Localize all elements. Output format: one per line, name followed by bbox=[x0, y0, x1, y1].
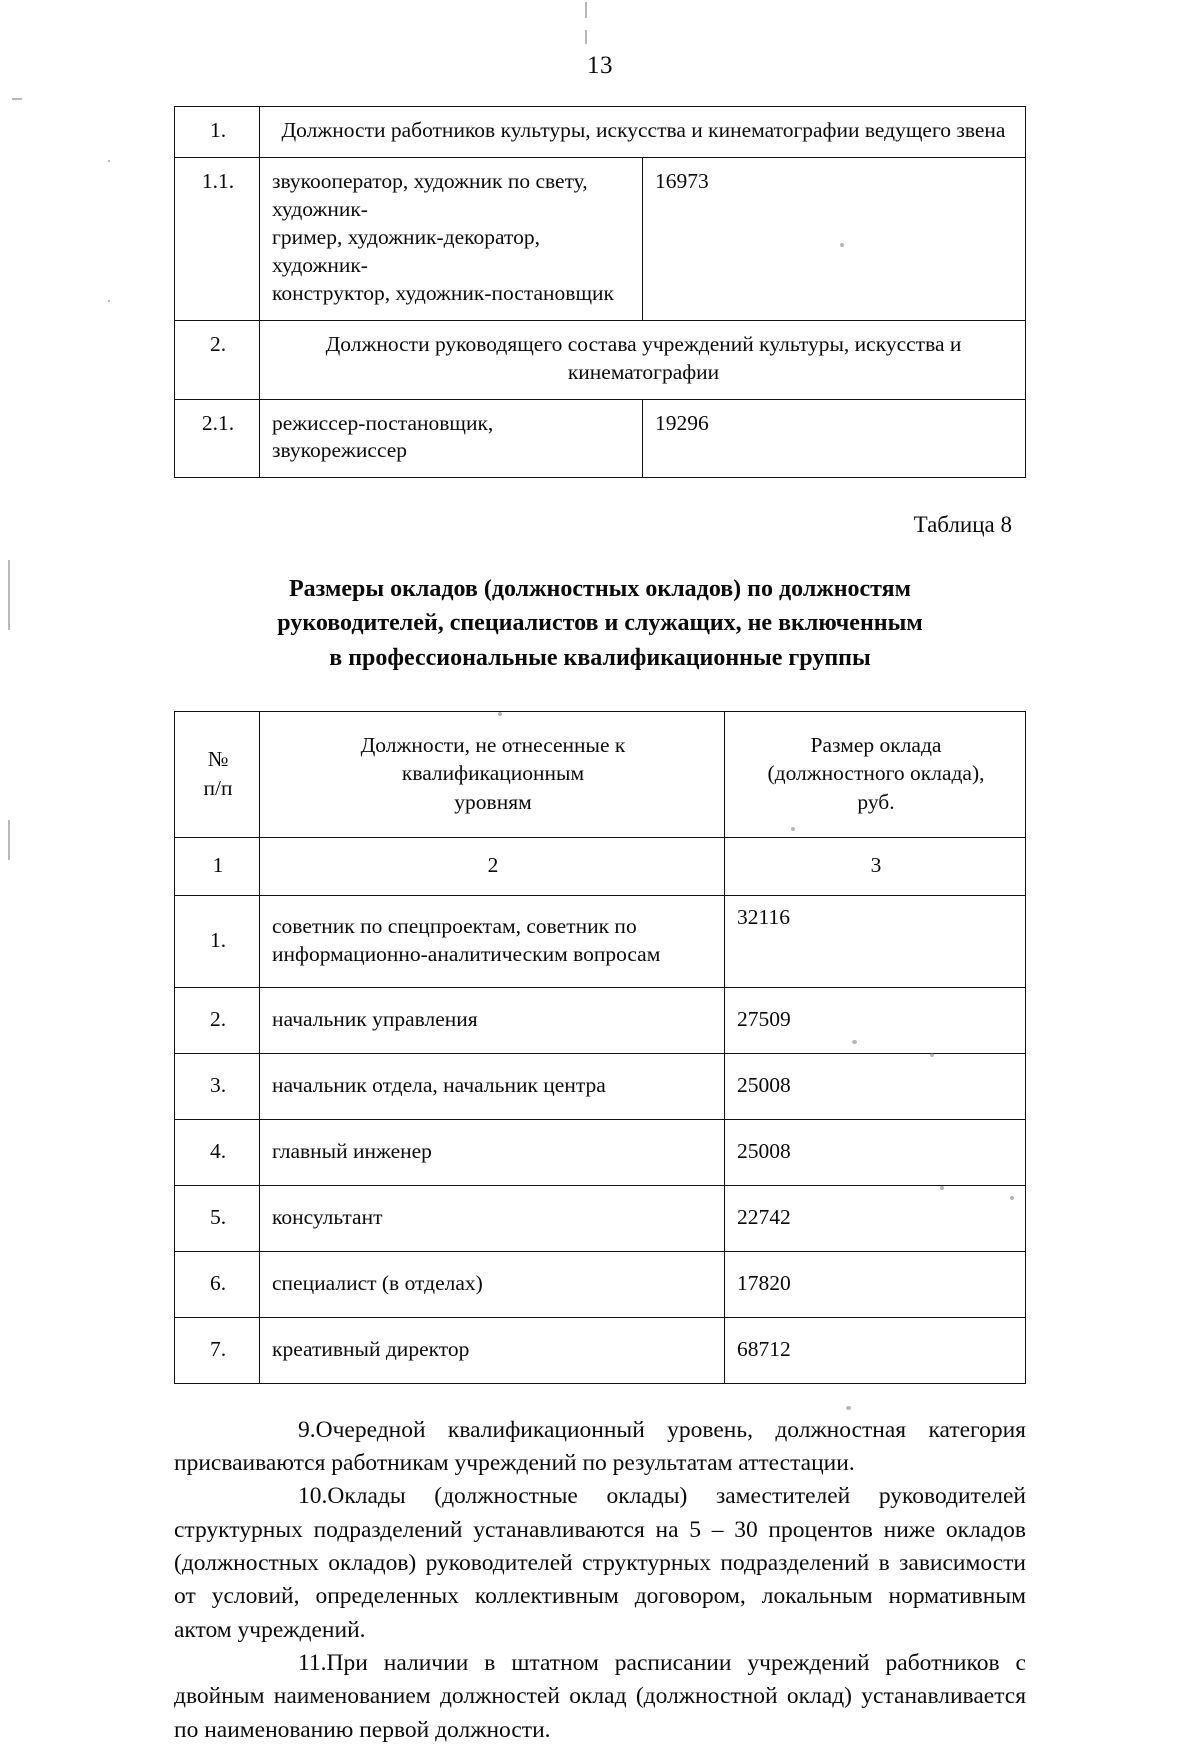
salary-cell: 68712 bbox=[725, 1317, 1026, 1383]
salary-cell: 17820 bbox=[725, 1251, 1026, 1317]
paragraph-11 bbox=[174, 1647, 1026, 1747]
salary-cell: 27509 bbox=[725, 987, 1026, 1053]
salary-cell: 32116 bbox=[725, 895, 1026, 987]
paragraph-9 bbox=[174, 1414, 1026, 1481]
table-row bbox=[175, 320, 1026, 399]
row-number-cell: 7. bbox=[175, 1317, 260, 1383]
header-position-line-1: Должности, не отнесенные к квалификационным bbox=[360, 733, 626, 786]
header-position-cell bbox=[260, 711, 725, 837]
group-heading-cell: Должности работников культуры, искусства и кинематографии ведущего звена bbox=[260, 107, 1026, 158]
scan-artifact bbox=[852, 1040, 857, 1044]
column-number-1: 1 bbox=[175, 837, 260, 895]
table-row bbox=[175, 895, 1026, 987]
table-row bbox=[175, 1317, 1026, 1383]
header-salary-line-2: (должностного оклада), bbox=[767, 761, 985, 786]
scan-artifact bbox=[8, 820, 10, 860]
paragraph-10 bbox=[174, 1480, 1026, 1647]
position-cell: главный инженер bbox=[260, 1119, 725, 1185]
table-header-row bbox=[175, 711, 1026, 837]
paragraph-text: Очередной квалификационный уровень, должностная категория присваиваются работникам учреждений по результатам аттестации. bbox=[174, 1416, 1026, 1476]
table-row bbox=[175, 1185, 1026, 1251]
row-number-cell: 2. bbox=[175, 320, 260, 399]
positions-salary-table-continued bbox=[174, 106, 1026, 478]
paragraph-number: 9. bbox=[298, 1416, 316, 1443]
salary-cell: 25008 bbox=[725, 1053, 1026, 1119]
position-cell bbox=[260, 895, 725, 987]
table-row bbox=[175, 1251, 1026, 1317]
salary-cell: 19296 bbox=[643, 399, 1026, 478]
position-line-2: информационно-аналитическим вопросам bbox=[272, 941, 661, 966]
header-salary-line-3: руб. bbox=[857, 789, 895, 814]
title-line-1: Размеры окладов (должностных окладов) по должностям bbox=[289, 576, 911, 603]
row-number-cell: 1. bbox=[175, 895, 260, 987]
salary-cell: 16973 bbox=[643, 157, 1026, 320]
scan-artifact bbox=[940, 1186, 944, 1190]
position-line-2: гример, художник-декоратор, художник- bbox=[272, 224, 540, 277]
header-number-cell bbox=[175, 711, 260, 837]
header-number-line-2: п/п bbox=[203, 775, 233, 800]
row-number-cell: 3. bbox=[175, 1053, 260, 1119]
scan-artifact bbox=[840, 243, 844, 247]
position-cell: начальник управления bbox=[260, 987, 725, 1053]
scan-artifact bbox=[585, 30, 587, 44]
column-number-3: 3 bbox=[725, 837, 1026, 895]
header-salary-cell bbox=[725, 711, 1026, 837]
table-row bbox=[175, 1119, 1026, 1185]
scan-artifact bbox=[108, 300, 110, 302]
scan-artifact bbox=[791, 827, 795, 831]
position-cell: начальник отдела, начальник центра bbox=[260, 1053, 725, 1119]
position-cell bbox=[260, 157, 643, 320]
title-line-2: руководителей, специалистов и служащих, не включенным bbox=[277, 610, 923, 637]
row-number-cell: 4. bbox=[175, 1119, 260, 1185]
table-row bbox=[175, 987, 1026, 1053]
group-heading-cell: Должности руководящего состава учреждений культуры, искусства и кинематографии bbox=[260, 320, 1026, 399]
position-line-1: советник по спецпроектам, советник по bbox=[272, 913, 637, 938]
page-number: 13 bbox=[587, 52, 613, 79]
position-cell: режиссер-постановщик, звукорежиссер bbox=[260, 399, 643, 478]
title-line-3: в профессиональные квалификационные группы bbox=[329, 644, 871, 671]
scan-artifact bbox=[108, 160, 110, 162]
position-line-1: звукооператор, художник по свету, художник- bbox=[272, 168, 588, 221]
scan-artifact bbox=[498, 712, 502, 716]
position-cell: креативный директор bbox=[260, 1317, 725, 1383]
table-row bbox=[175, 157, 1026, 320]
body-paragraphs bbox=[174, 1414, 1026, 1747]
salary-cell: 25008 bbox=[725, 1119, 1026, 1185]
row-number-cell: 5. bbox=[175, 1185, 260, 1251]
unclassified-positions-salary-table bbox=[174, 711, 1026, 1384]
position-cell: специалист (в отделах) bbox=[260, 1251, 725, 1317]
paragraph-text: Оклады (должностные оклады) заместителей руководителей структурных подразделений устанавливаются на 5 – 30 процентов ниже окладов (должностных окладов) руководителей структурных подразделений в зависимости от условий, определенных коллективным договором, локальным нормативным актом учреждений. bbox=[174, 1483, 1026, 1643]
header-number-line-1: № bbox=[207, 747, 229, 772]
column-number-2: 2 bbox=[260, 837, 725, 895]
paragraph-number: 11. bbox=[298, 1650, 327, 1677]
header-position-line-2: уровням bbox=[454, 789, 532, 814]
paragraph-number: 10. bbox=[298, 1483, 328, 1510]
row-number-cell: 6. bbox=[175, 1251, 260, 1317]
table-row bbox=[175, 399, 1026, 478]
scan-artifact bbox=[8, 560, 10, 630]
scan-artifact bbox=[930, 1053, 934, 1057]
scan-artifact bbox=[1010, 1196, 1014, 1200]
position-line-3: конструктор, художник-постановщик bbox=[272, 280, 614, 305]
position-cell: консультант bbox=[260, 1185, 725, 1251]
table-caption: Таблица 8 bbox=[913, 512, 1012, 538]
row-number-cell: 1.1. bbox=[175, 157, 260, 320]
salary-cell: 22742 bbox=[725, 1185, 1026, 1251]
scan-artifact bbox=[12, 98, 22, 100]
table-row bbox=[175, 107, 1026, 158]
column-number-row bbox=[175, 837, 1026, 895]
paragraph-text: При наличии в штатном расписании учреждений работников с двойным наименованием должностей оклад (должностной оклад) устанавливается по наименованию первой должности. bbox=[174, 1650, 1026, 1743]
section-title bbox=[205, 572, 995, 674]
scan-artifact bbox=[846, 1406, 851, 1410]
row-number-cell: 2. bbox=[175, 987, 260, 1053]
table-row bbox=[175, 1053, 1026, 1119]
scan-artifact bbox=[585, 2, 587, 18]
row-number-cell: 1. bbox=[175, 107, 260, 158]
header-salary-line-1: Размер оклада bbox=[810, 733, 942, 758]
row-number-cell: 2.1. bbox=[175, 399, 260, 478]
